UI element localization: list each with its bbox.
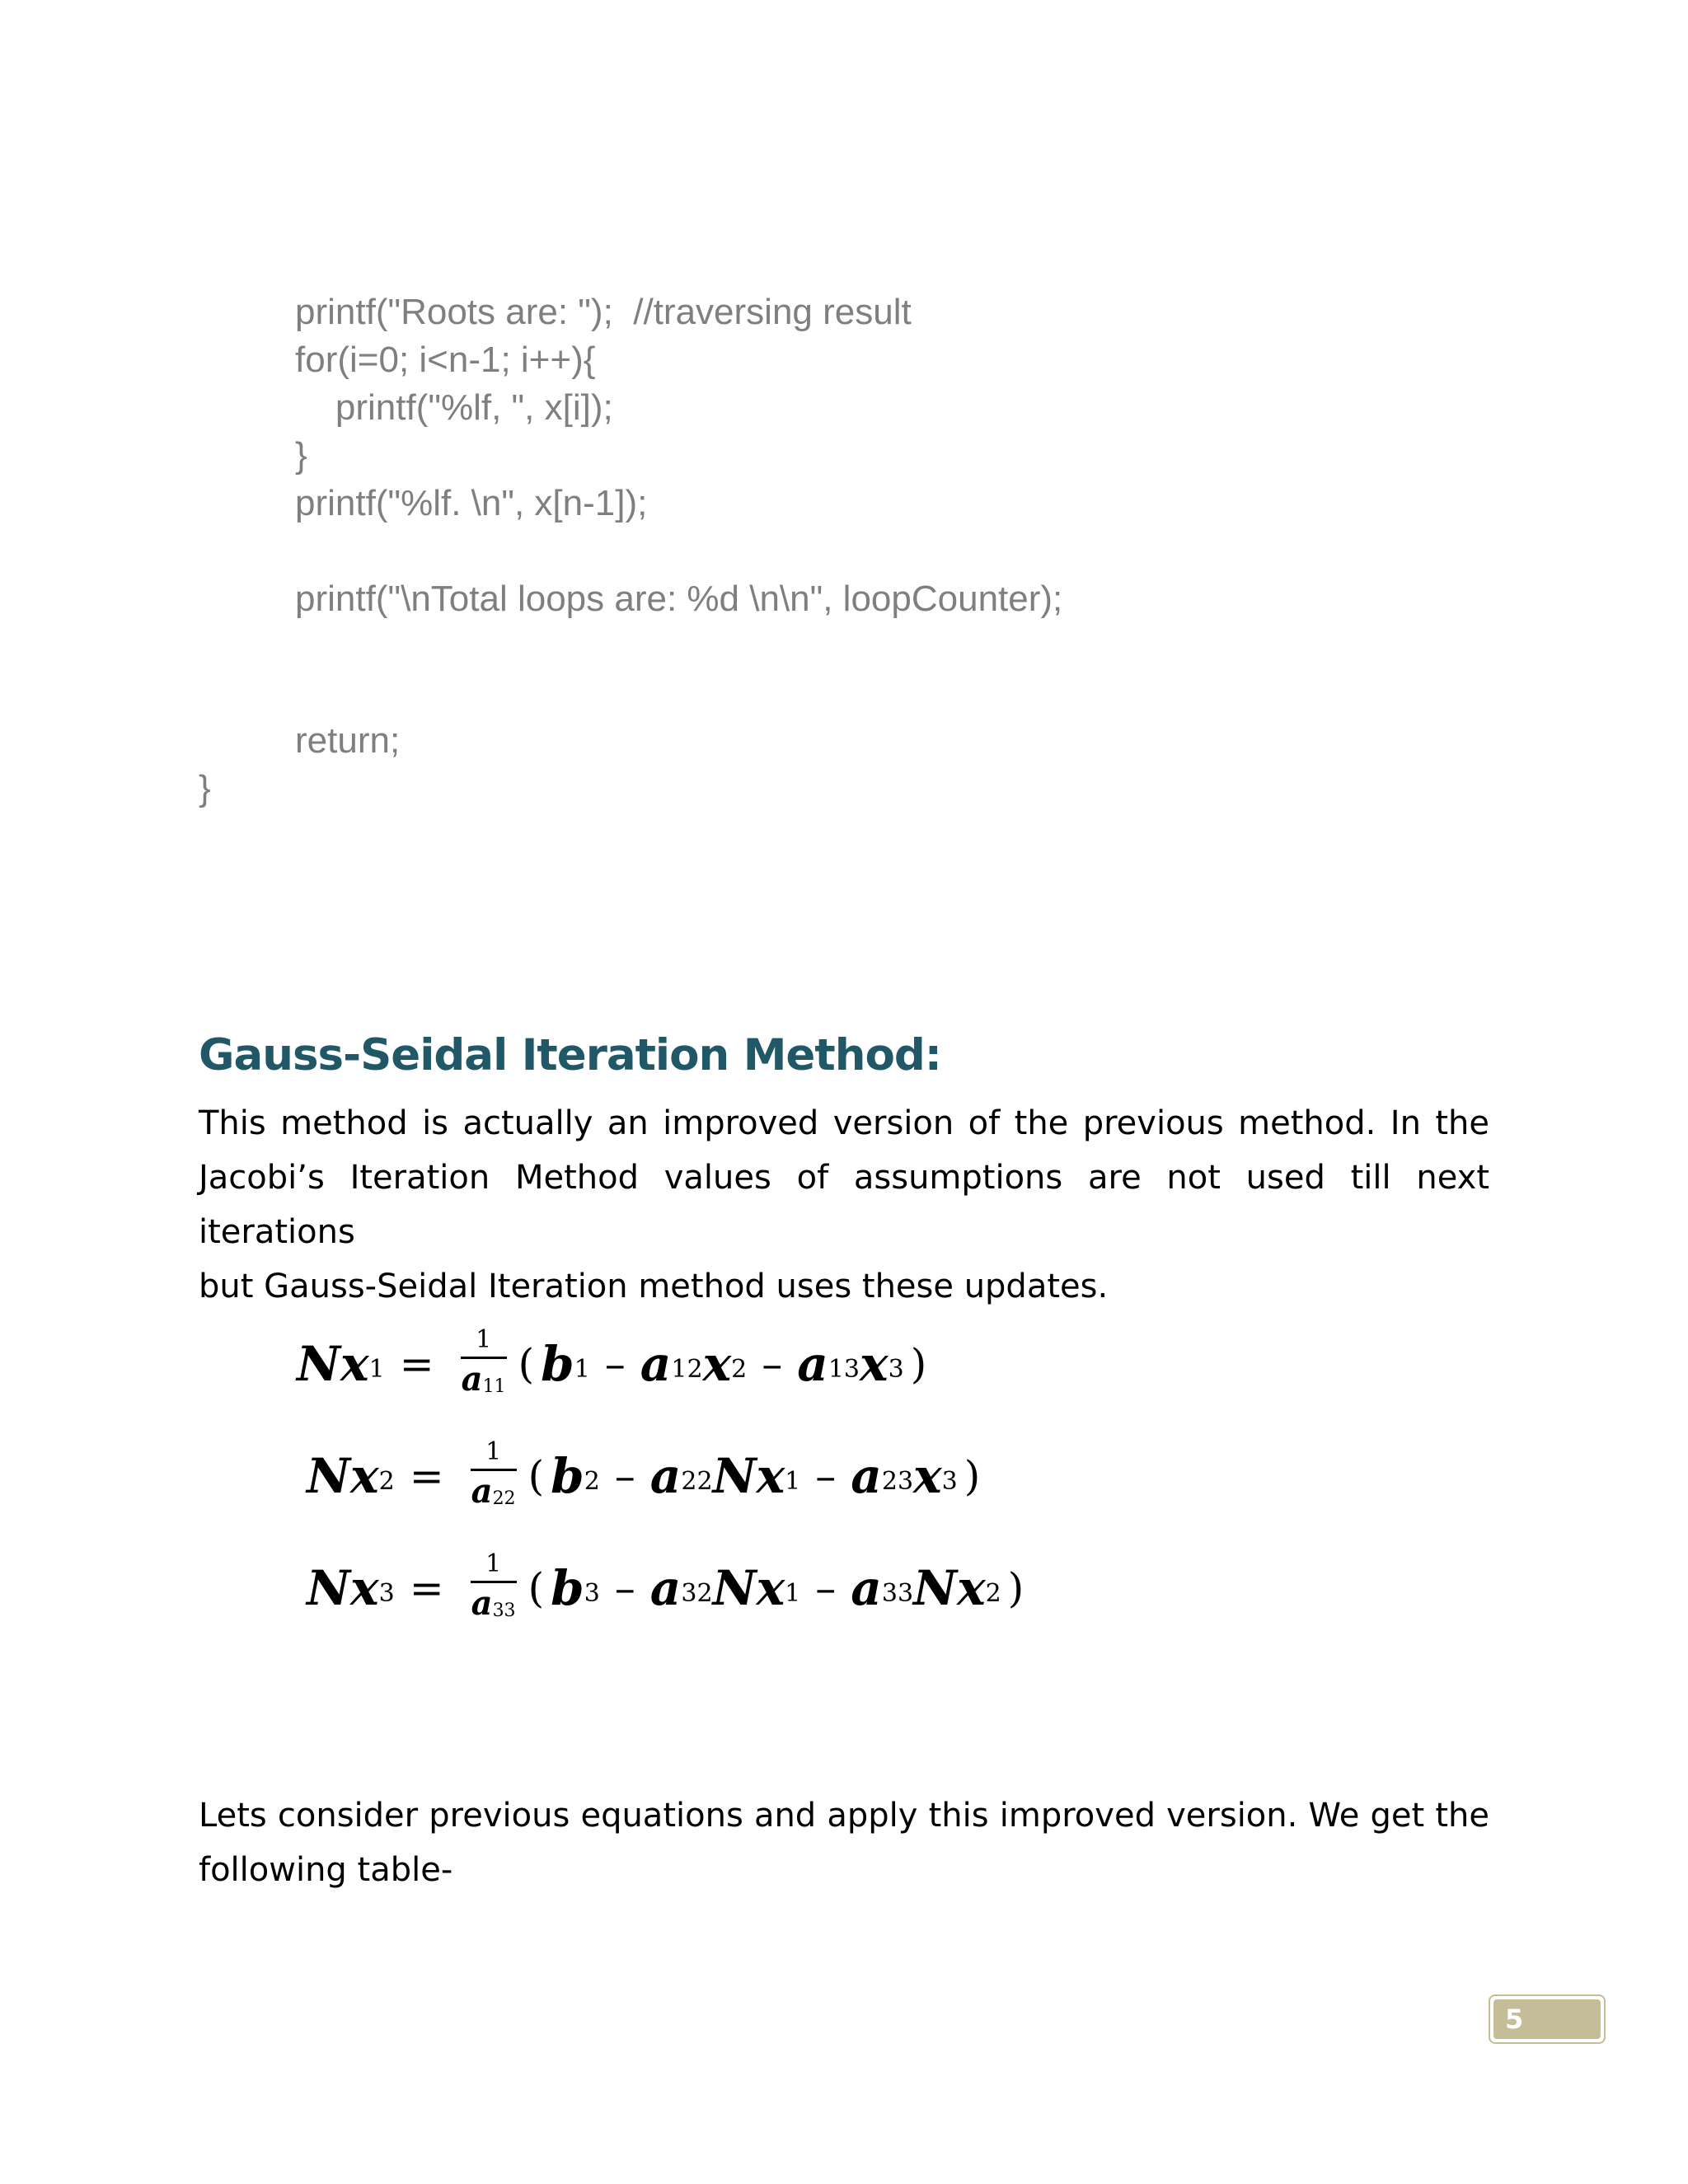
eq3-close-paren: ) [1007, 1564, 1025, 1612]
eq1-term2-var: x [702, 1336, 732, 1392]
eq3-lhs: Nx [307, 1560, 379, 1616]
equation-1: Nx 1 = $\frac{1}{a11}$ ( b 1 – a 12 x 2 – a 13 x 3 ) [297, 1319, 933, 1409]
code-line-7: return; [295, 720, 401, 761]
eq3-term3-var: Nx [913, 1560, 986, 1616]
section-heading: Gauss-Seidal Iteration Method: [199, 1030, 941, 1080]
eq3-denominator: a33 [471, 1584, 516, 1623]
eq3-term1: b [551, 1560, 584, 1616]
eq3-term2-coef: a [649, 1560, 682, 1616]
eq2-term3-coef: a [851, 1448, 882, 1504]
eq2-open-paren: ( [528, 1452, 545, 1500]
code-line-5: printf("%lf. \n", x[n-1]); [295, 483, 648, 523]
eq3-equals: = [409, 1564, 444, 1612]
eq1-term1: b [541, 1336, 574, 1392]
eq3-fraction [471, 1549, 517, 1627]
eq2-equals: = [409, 1452, 444, 1500]
eq3-numerator: 1 [485, 1549, 502, 1578]
eq2-close-paren: ) [964, 1452, 981, 1500]
code-line-1: printf("Roots are: "); //traversing result [295, 292, 912, 332]
eq2-term2-coef: a [649, 1448, 682, 1504]
eq1-term3-var: x [860, 1336, 889, 1392]
code-line-4: } [295, 435, 307, 476]
intro-line-2: Jacobi’s Iteration Method values of assumptions are not used till next iterations [199, 1159, 1489, 1251]
intro-line-3: but Gauss-Seidal Iteration method uses these updates. [199, 1268, 1109, 1305]
eq2-numerator: 1 [485, 1437, 502, 1466]
page-number-badge [1489, 1994, 1606, 2044]
code-line-3: printf("%lf, ", x[i]); [295, 387, 613, 428]
eq1-denominator: a11 [461, 1360, 506, 1399]
closing-line-2: following table- [199, 1851, 453, 1889]
eq2-term1: b [551, 1448, 584, 1504]
eq1-equals: = [399, 1340, 434, 1388]
eq2-term3-var: x [913, 1448, 942, 1504]
eq1-minus-2: – [762, 1340, 783, 1388]
page-number: 5 [1493, 1999, 1601, 2039]
eq2-denominator: a22 [471, 1472, 516, 1511]
eq1-open-paren: ( [518, 1340, 535, 1388]
eq1-lhs-sub: 1 [368, 1354, 385, 1384]
eq1-minus-1: – [604, 1340, 626, 1388]
eq2-fraction-bar [471, 1469, 517, 1471]
eq1-term2-coef: a [640, 1336, 672, 1392]
equation-2: Nx 2 = $\frac{1}{a22}$ ( b 2 – a 22 Nx 1 – a 23 x 3 ) [307, 1431, 987, 1521]
eq2-lhs: Nx [307, 1448, 379, 1504]
eq1-close-paren: ) [910, 1340, 927, 1388]
code-line-8: } [199, 768, 211, 808]
eq1-fraction-bar [461, 1357, 507, 1359]
eq2-lhs-sub: 2 [378, 1466, 395, 1496]
eq2-fraction [471, 1437, 517, 1515]
eq2-minus-2: – [815, 1452, 837, 1500]
eq2-term2-var: Nx [712, 1448, 785, 1504]
eq3-open-paren: ( [528, 1564, 545, 1612]
eq3-term3-coef: a [851, 1560, 882, 1616]
code-line-6: printf("\nTotal loops are: %d \n\n", loopCounter); [295, 579, 1063, 619]
closing-paragraph [199, 1788, 1489, 1897]
eq1-fraction [461, 1325, 507, 1403]
eq3-minus-2: – [815, 1564, 837, 1612]
eq3-minus-1: – [614, 1564, 635, 1612]
code-line-2: for(i=0; i<n-1; i++){ [295, 340, 596, 380]
eq3-fraction-bar [471, 1581, 517, 1583]
intro-paragraph [199, 1096, 1489, 1314]
eq3-term2-var: Nx [712, 1560, 785, 1616]
eq2-minus-1: – [614, 1452, 635, 1500]
intro-line-1: This method is actually an improved version of the previous method. In the [199, 1104, 1489, 1142]
closing-line-1: Lets consider previous equations and apply this improved version. We get the [199, 1797, 1489, 1835]
eq3-lhs-sub: 3 [378, 1578, 395, 1608]
eq1-numerator: 1 [476, 1325, 492, 1354]
equation-3: Nx 3 = $\frac{1}{a33}$ ( b 3 – a 32 Nx 1 – a 33 Nx 2 ) [307, 1543, 1030, 1633]
eq1-lhs: Nx [297, 1336, 369, 1392]
eq1-term3-coef: a [797, 1336, 828, 1392]
